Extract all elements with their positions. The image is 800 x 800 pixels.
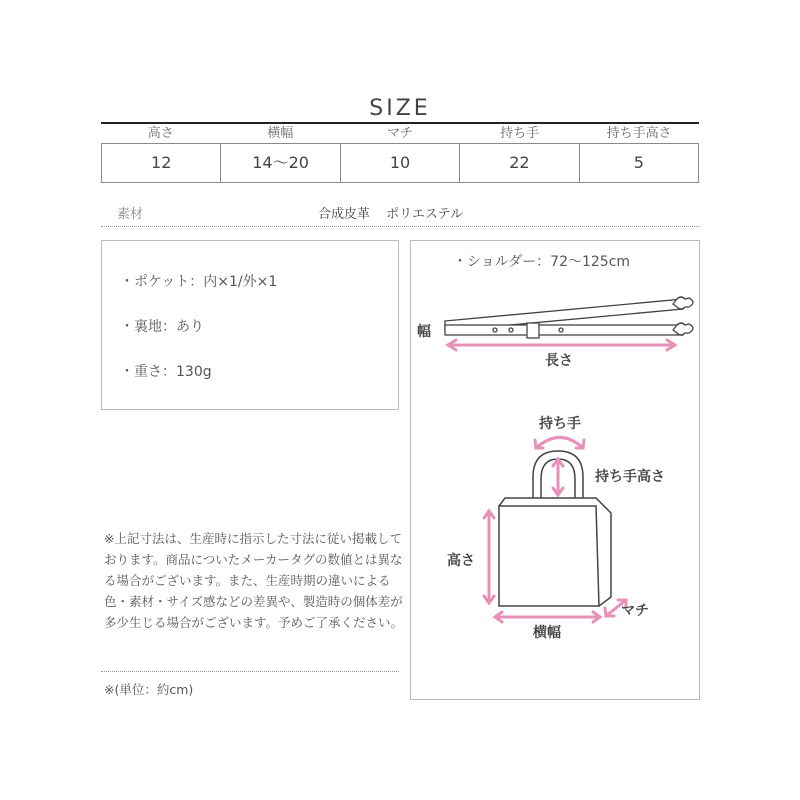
- size-disclaimer-note: ※上記寸法は、生産時に指示した寸法に従い掲載しております。商品についたメーカータグの数値とは異なる場合がございます。また、生産時期の違いによる色・素材・サイズ感などの差異や、製造時の個体差が多少生じる場合がございます。予めご了承ください。: [104, 531, 404, 630]
- size-value-handle: 22: [459, 144, 578, 182]
- weight-detail: ・重さ：130g: [120, 364, 212, 380]
- size-value-width: 14〜20: [220, 144, 339, 182]
- bag-front-panel: [499, 506, 599, 606]
- size-title-rule: [101, 122, 699, 124]
- handle-height-label: 持ち手高さ: [595, 469, 665, 485]
- details-box: [101, 240, 399, 410]
- size-table-value-row: [101, 143, 699, 183]
- size-header-handle: 持ち手: [500, 126, 540, 141]
- size-table-header-row: [101, 125, 699, 143]
- lining-detail: ・裏地：あり: [120, 319, 204, 335]
- strap-buckle: [527, 323, 539, 338]
- strap-width-label: 幅: [417, 324, 431, 340]
- strap-length-arrow: [448, 340, 675, 350]
- handle-arc-arrow: [535, 438, 584, 449]
- shoulder-strap-illustration: [445, 297, 693, 338]
- material-value: 合成皮革 ポリエステル: [318, 207, 463, 222]
- handle-label: 持ち手: [539, 416, 581, 432]
- width-arrow: [495, 612, 600, 622]
- height-arrow: [484, 511, 494, 603]
- measurement-diagram: [411, 241, 699, 699]
- size-header-handle-height: 持ち手高さ: [606, 126, 672, 141]
- gusset-label: マチ: [621, 603, 649, 619]
- size-value-handle-height: 5: [579, 144, 698, 182]
- material-divider: [101, 226, 699, 227]
- size-value-gusset: 10: [340, 144, 459, 182]
- size-header-height: 高さ: [147, 126, 174, 141]
- unit-note: ※(単位：約cm): [104, 682, 194, 697]
- width-label: 横幅: [533, 625, 561, 641]
- size-header-gusset: マチ: [386, 126, 413, 141]
- strap-length-label: 長さ: [545, 353, 573, 369]
- size-header-width: 横幅: [267, 126, 294, 141]
- height-label: 高さ: [447, 553, 475, 569]
- material-label: 素材: [117, 207, 144, 222]
- measurement-diagram-box: [410, 240, 700, 700]
- note-divider: [101, 671, 399, 672]
- size-value-height: 12: [151, 153, 172, 172]
- size-title: SIZE: [369, 96, 431, 121]
- strap-lower-layer: [445, 325, 683, 335]
- strap-hole-1: [493, 328, 497, 332]
- handle-height-arrow: [553, 459, 563, 495]
- pocket-detail: ・ポケット：内×1/外×1: [120, 274, 278, 290]
- shoulder-strap-caption: ・ショルダー：72〜125cm: [453, 254, 631, 270]
- strap-hole-2: [509, 328, 513, 332]
- strap-hole-3: [559, 328, 563, 332]
